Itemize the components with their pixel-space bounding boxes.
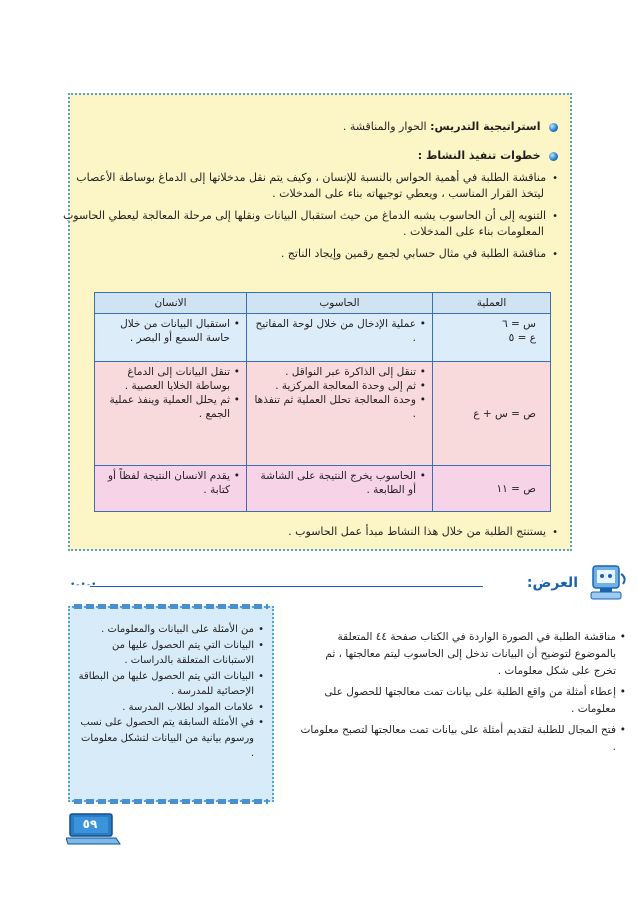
list-item: • مناقشة الطلبة في الصورة الواردة في الكتاب صفحة ٤٤ المتعلقة بالموضوع لتوضيح أن البيانات تدخل إلى الحاسوب ليتم معالجتها ، ثم تخرج على شكل معلومات . xyxy=(300,629,626,680)
table-header-row xyxy=(95,293,551,314)
intro-point-cont xyxy=(403,225,544,239)
header-computer: الحاسوب xyxy=(247,293,433,314)
table-row xyxy=(95,362,551,466)
operation-text: س = ٦ xyxy=(502,318,536,330)
intro-point-text: مناقشة الطلبة في مثال حسابي لجمع رقمين وإيجاد الناتج . xyxy=(280,247,547,260)
table-row xyxy=(95,314,551,362)
intro-point-cont xyxy=(272,187,544,201)
computer-cell xyxy=(247,314,433,362)
comparison-table xyxy=(94,292,551,512)
list-item: • تنقل إلى الذاكرة عبر النواقل . xyxy=(253,365,426,379)
human-cell xyxy=(95,362,247,466)
list-item: • عملية الإدخال من خلال لوحة المفاتيح . xyxy=(253,317,426,345)
computer-mascot-icon xyxy=(587,562,629,604)
intro-point-text: المعلومات بناء على المدخلات . xyxy=(402,225,544,238)
intro-point-text: ليتخذ القرار المناسب ، ويعطي توجيهاته بناء على المدخلات . xyxy=(272,187,544,200)
list-item: • البيانات التي يتم الحصول عليها من البطاقة الإحصائية للمدرسة . xyxy=(76,669,264,700)
offer-divider xyxy=(90,586,483,587)
list-item: • في الأمثلة السابقة يتم الحصول على نسب ورسوم بيانية من البيانات لتشكل معلومات . xyxy=(76,715,264,762)
list-item: • الحاسوب يخرج النتيجة على الشاشة أو الطابعة . xyxy=(253,469,426,497)
list-item: • تنقل البيانات إلى الدماغ بوساطة الخلايا العصبية . xyxy=(101,365,240,393)
list-item: • وحدة المعالجة تحلل العملية ثم تنفذها . xyxy=(253,393,426,421)
conclusion-text: يستنتج الطلبة من خلال هذا النشاط مبدأ عمل الحاسوب . xyxy=(288,525,547,538)
offer-points xyxy=(300,629,626,756)
operation-text: ع = ٥ xyxy=(508,332,536,344)
list-item: • يقدم الانسان النتيجة لفظاً أو كتابة . xyxy=(101,469,240,497)
header-human: الانسان xyxy=(95,293,247,314)
computer-cell xyxy=(247,362,433,466)
page-number-badge xyxy=(66,812,122,842)
list-item: • البيانات التي يتم الحصول عليها من الاستبانات المتعلقة بالدراسات . xyxy=(76,638,264,669)
page-number: ٥٩ xyxy=(82,817,98,831)
operation-cell xyxy=(433,466,551,512)
list-item: • ثم يحلل العملية وينفذ عملية الجمع . xyxy=(101,393,240,421)
offer-section-header xyxy=(70,575,578,595)
intro-point-text: مناقشة الطلبة في أهمية الحواس بالنسبة للإنسان ، وكيف يتم نقل مدخلاتها إلى الدماغ بوساطة الأعصاب xyxy=(76,171,547,184)
steps-heading: خطوات تنفيذ النشاط : xyxy=(417,149,541,162)
human-cell xyxy=(95,466,247,512)
computer-cell xyxy=(247,466,433,512)
strategy-line xyxy=(343,120,558,134)
intro-point-text: التنويه إلى أن الحاسوب يشبه الدماغ من حيث استقبال البيانات ونقلها إلى مرحلة المعالجة ليعطي الحاسوب xyxy=(62,209,547,222)
conclusion-line: •يستنتج الطلبة من خلال هذا النشاط مبدأ عمل الحاسوب . xyxy=(288,525,558,538)
list-item: • ثم إلى وحدة المعالجة المركزية . xyxy=(253,379,426,393)
blue-ball-icon xyxy=(549,123,558,132)
table-row xyxy=(95,466,551,512)
list-item: • من الأمثلة على البيانات والمعلومات . xyxy=(76,622,264,638)
list-item: • إعطاء أمثلة من واقع الطلبة على بيانات تمت معالجتها للحصول على معلومات . xyxy=(300,684,626,718)
offer-dots: •-•-• xyxy=(70,580,98,590)
intro-point: •مناقشة الطلبة في أهمية الحواس بالنسبة للإنسان ، وكيف يتم نقل مدخلاتها إلى الدماغ بوساطة الأعصاب xyxy=(76,171,558,184)
operation-text: ص = ١١ xyxy=(496,482,536,495)
list-item: • استقبال البيانات من خلال حاسة السمع أو البصر . xyxy=(101,317,240,345)
offer-title: العرض: xyxy=(526,575,578,591)
steps-heading-line xyxy=(418,149,558,163)
list-item: • علامات المواد لطلاب المدرسة . xyxy=(76,700,264,716)
operation-cell xyxy=(433,362,551,466)
intro-point: •التنويه إلى أن الحاسوب يشبه الدماغ من حيث استقبال البيانات ونقلها إلى مرحلة المعالجة ليعطي الحاسوب xyxy=(62,209,558,222)
list-item: • فتح المجال للطلبة لتقديم أمثلة على بيانات تمت معالجتها لتصبح معلومات . xyxy=(300,722,626,756)
operation-cell xyxy=(433,314,551,362)
blue-ball-icon xyxy=(549,152,558,161)
intro-point: •مناقشة الطلبة في مثال حسابي لجمع رقمين وإيجاد الناتج . xyxy=(280,247,558,260)
examples-sidebar xyxy=(68,606,274,802)
operation-text: ص = س + ع xyxy=(473,407,536,420)
strategy-label: استراتيجية التدريس: xyxy=(430,120,541,133)
header-operation: العملية xyxy=(433,293,551,314)
human-cell xyxy=(95,314,247,362)
strategy-value: الحوار والمناقشة . xyxy=(342,120,427,133)
